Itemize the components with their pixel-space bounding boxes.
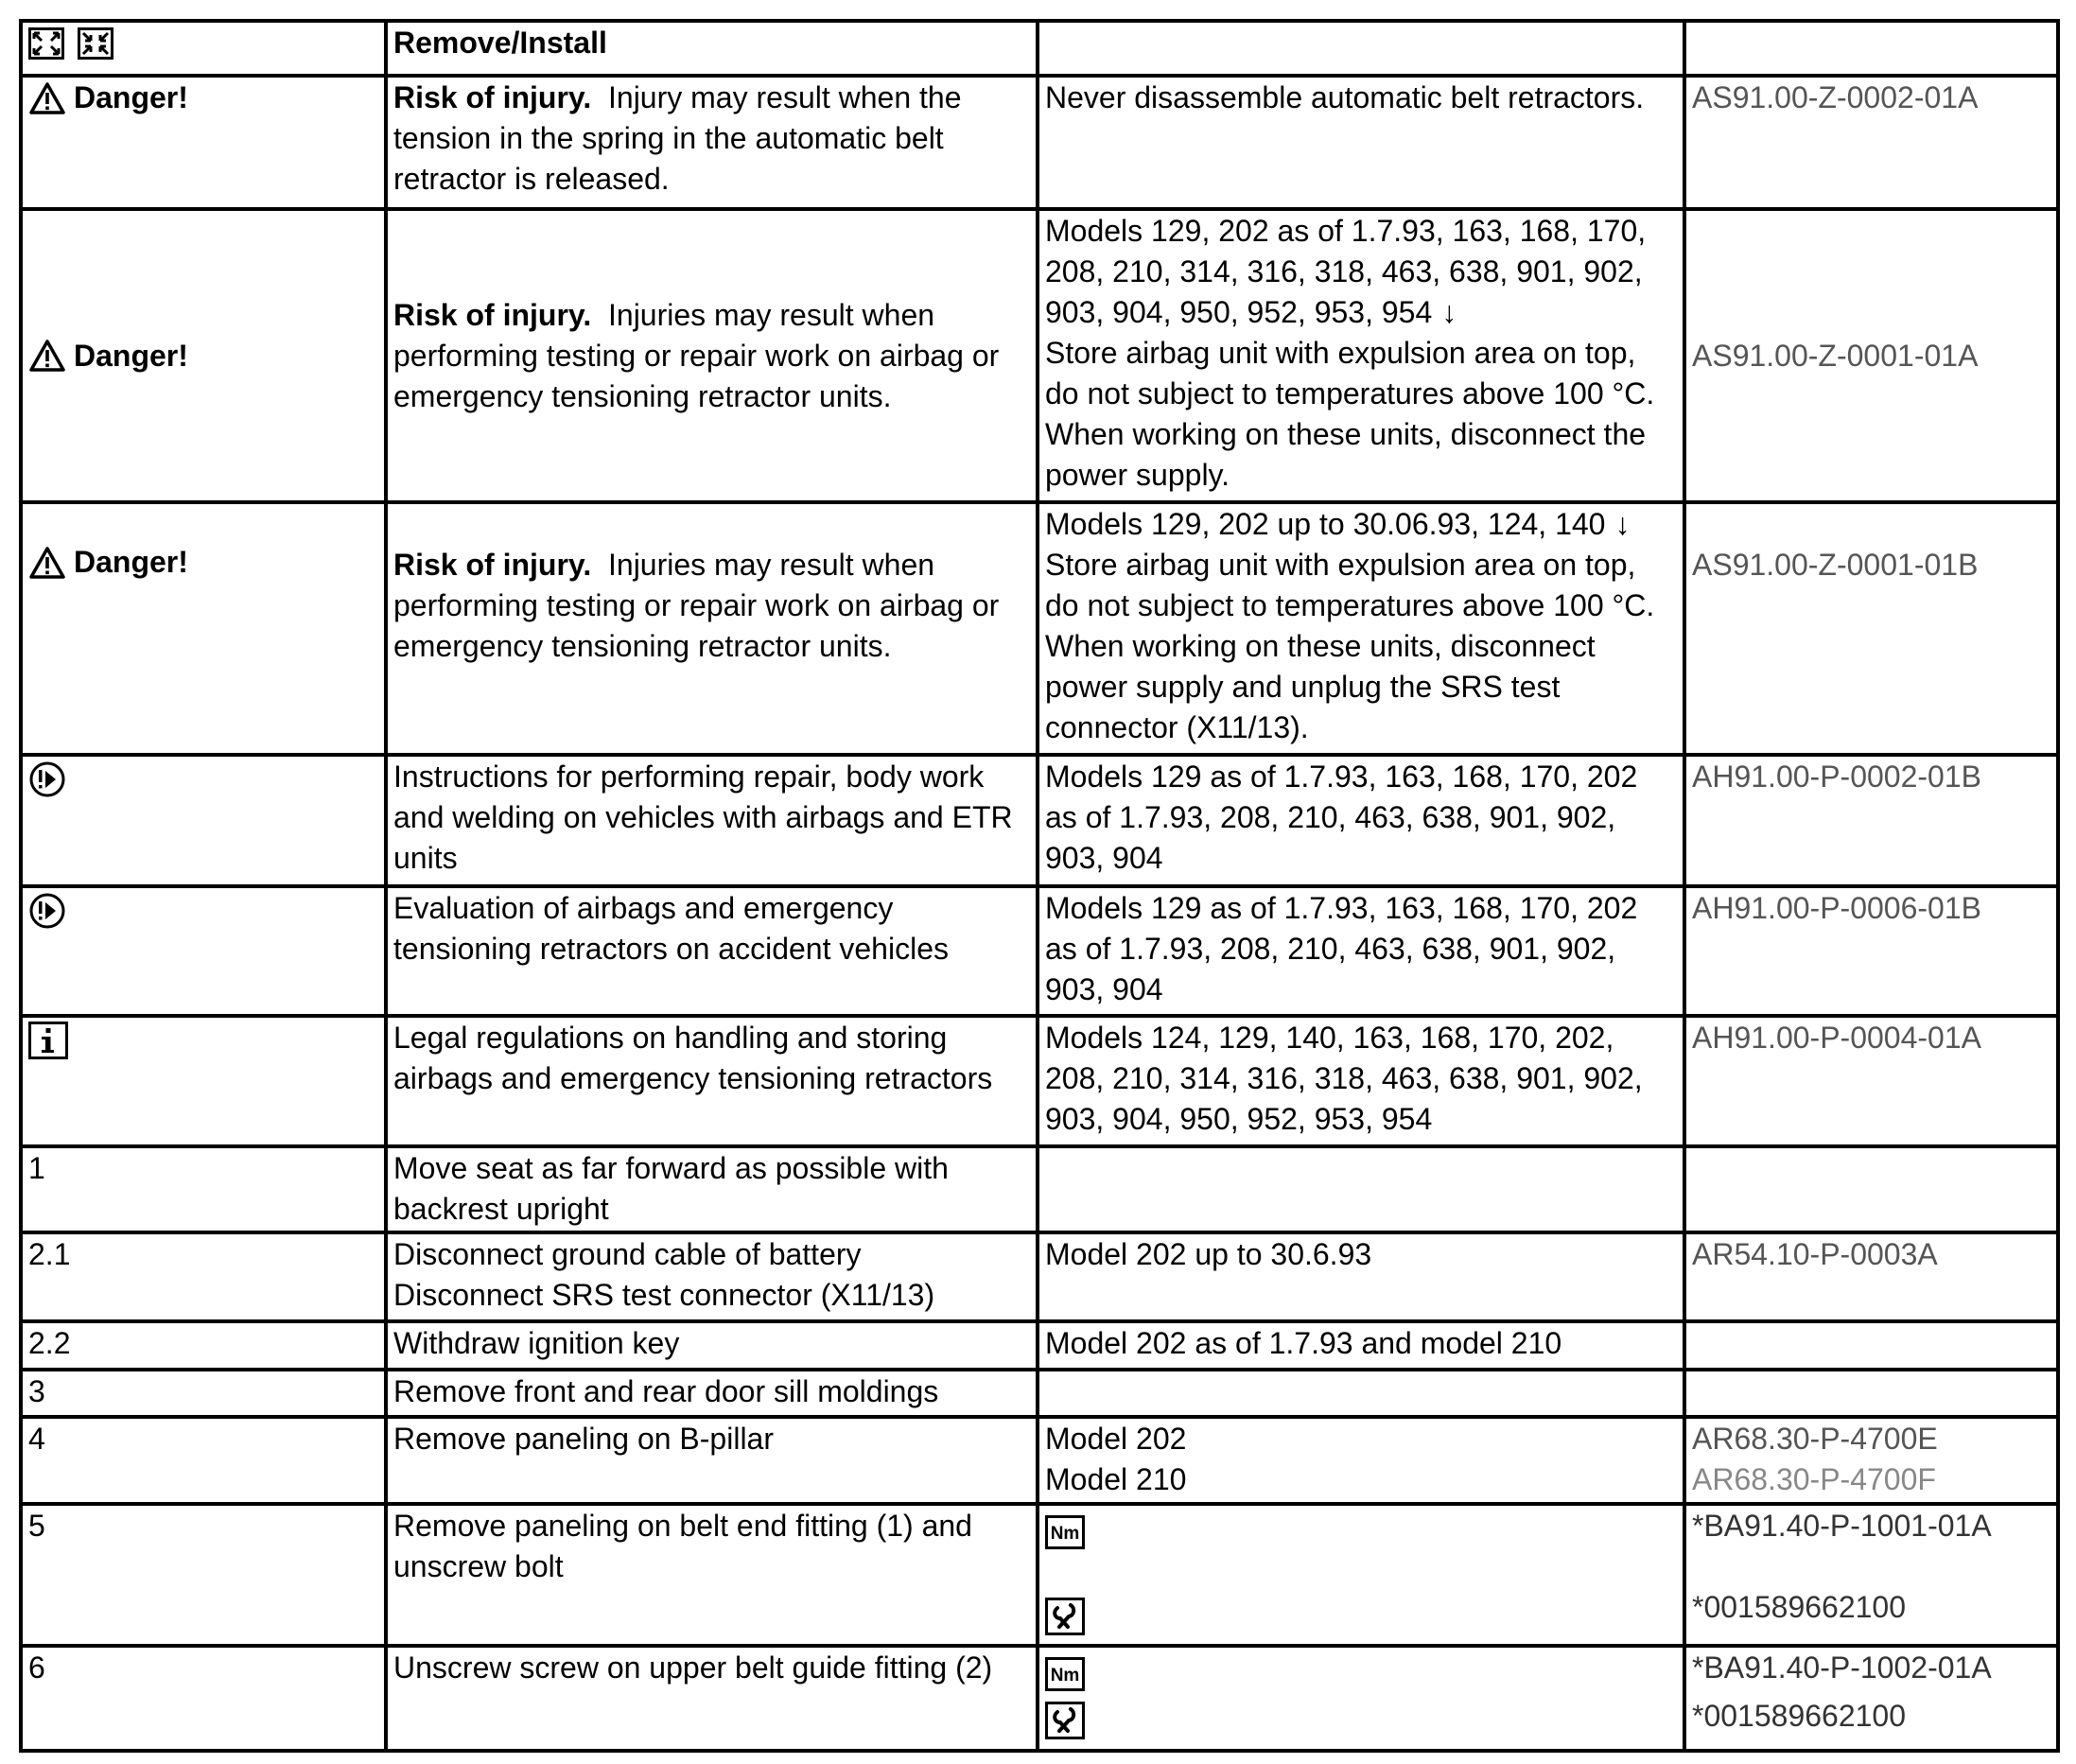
table-row: [21, 886, 2058, 1016]
description-line: Disconnect ground cable of battery: [393, 1237, 862, 1271]
description-text: Injury may result when the tension in the spring in the automatic belt retractor is released.: [393, 80, 962, 196]
risk-heading: Risk of injury.: [393, 297, 592, 332]
description-text: Injuries may result when performing testing or repair work on airbag or emergency tensioning retractor units.: [393, 297, 1000, 413]
reference-link[interactable]: AS91.00-Z-0001-01A: [1684, 209, 2058, 502]
info-cell: Models 124, 129, 140, 163, 168, 170, 202, 208, 210, 314, 316, 318, 463, 638, 901, 902, 903, 904, 950, 952, 953, 954: [1038, 1016, 1684, 1146]
torque-nm-label: Nm: [1050, 1665, 1080, 1685]
step-number: 3: [21, 1370, 386, 1417]
header-icon-cell: [21, 21, 386, 76]
model-list: Models 129, 202 as of 1.7.93, 163, 168, 170, 208, 210, 314, 316, 318, 463, 638, 901, 902, 903, 904, 950, 952, 953, 954: [1045, 214, 1647, 329]
description-cell: Move seat as far forward as possible with backrest upright: [386, 1146, 1038, 1232]
warning-icon: [28, 81, 66, 115]
description-cell: Evaluation of airbags and emergency tensioning retractors on accident vehicles: [386, 886, 1038, 1016]
info-cell: [1038, 502, 1684, 755]
danger-label: Danger!: [74, 338, 188, 373]
special-tool-icon[interactable]: [1045, 1702, 1085, 1739]
step-number: 5: [21, 1504, 386, 1646]
reference-link[interactable]: *001589662100: [1692, 1699, 1907, 1733]
info-cell: Models 129 as of 1.7.93, 163, 168, 170, 202 as of 1.7.93, 208, 210, 463, 638, 901, 902, 903, 904: [1038, 755, 1684, 886]
reference-link[interactable]: AH91.00-P-0002-01B: [1684, 755, 2058, 886]
description-cell: [386, 76, 1038, 209]
label-cell: [21, 886, 386, 1016]
info-icon: [28, 1022, 68, 1059]
reference-link[interactable]: AH91.00-P-0004-01A: [1684, 1016, 2058, 1146]
collapse-icon[interactable]: [78, 27, 113, 60]
page-title: Remove/Install: [386, 21, 1038, 76]
reference-cell: [1684, 1646, 2058, 1751]
info-cell: [1038, 1504, 1684, 1646]
label-cell: [21, 755, 386, 886]
table-row: [21, 755, 2058, 886]
info-cell: [1038, 1417, 1684, 1504]
procedure-table: [19, 19, 2060, 1753]
info-text: Store airbag unit with expulsion area on top, do not subject to temperatures above 100 °C. When working on these units, disconnect the power supply.: [1045, 336, 1655, 492]
info-line: Model 210: [1045, 1462, 1187, 1496]
label-cell: [21, 76, 386, 209]
note-icon: [28, 760, 66, 798]
table-row: [21, 502, 2058, 755]
table-row: [21, 1504, 2058, 1646]
description-cell: Remove paneling on B-pillar: [386, 1417, 1038, 1504]
reference-cell: [1684, 1146, 2058, 1232]
description-cell: [386, 209, 1038, 502]
info-cell: Models 129 as of 1.7.93, 163, 168, 170, 202 as of 1.7.93, 208, 210, 463, 638, 901, 902, 903, 904: [1038, 886, 1684, 1016]
description-text: Injuries may result when performing testing or repair work on airbag or emergency tensioning retractor units.: [393, 548, 1000, 663]
table-row: [21, 1232, 2058, 1321]
info-cell: Model 202 up to 30.6.93: [1038, 1232, 1684, 1321]
reference-link[interactable]: AR68.30-P-4700E: [1692, 1422, 1938, 1456]
description-cell: Withdraw ignition key: [386, 1321, 1038, 1370]
info-text: Store airbag unit with expulsion area on top, do not subject to temperatures above 100 °C. When working on these units, disconnect power supply and unplug the SRS test connector (X11/13).: [1045, 548, 1655, 744]
special-tool-icon[interactable]: [1045, 1598, 1085, 1635]
info-cell: [1038, 1146, 1684, 1232]
reference-link[interactable]: AR68.30-P-4700F: [1692, 1462, 1936, 1496]
table-row: [21, 209, 2058, 502]
reference-link[interactable]: *BA91.40-P-1002-01A: [1692, 1650, 1992, 1685]
table-row: [21, 1321, 2058, 1370]
description-cell: Instructions for performing repair, body work and welding on vehicles with airbags and ETR units: [386, 755, 1038, 886]
table-row: [21, 1146, 2058, 1232]
danger-label: Danger!: [74, 80, 188, 114]
description-cell: Unscrew screw on upper belt guide fitting (2): [386, 1646, 1038, 1751]
table-row: [21, 1646, 2058, 1751]
reference-cell: [1684, 1504, 2058, 1646]
label-cell: [21, 209, 386, 502]
reference-link[interactable]: AH91.00-P-0006-01B: [1684, 886, 2058, 1016]
model-list: Models 129, 202 up to 30.06.93, 124, 140: [1045, 507, 1606, 541]
danger-label: Danger!: [74, 545, 188, 579]
step-number: 2.2: [21, 1321, 386, 1370]
expand-icon[interactable]: [28, 27, 64, 60]
torque-nm-icon[interactable]: [1045, 1515, 1085, 1549]
description-cell: Legal regulations on handling and storing airbags and emergency tensioning retractors: [386, 1016, 1038, 1146]
label-cell: [21, 502, 386, 755]
table-row: [21, 1370, 2058, 1417]
description-cell: Remove front and rear door sill moldings: [386, 1370, 1038, 1417]
down-arrow-icon: ↓: [1614, 507, 1631, 541]
info-cell: [1038, 1646, 1684, 1751]
reference-cell: [1684, 1321, 2058, 1370]
description-cell: [386, 502, 1038, 755]
step-number: 4: [21, 1417, 386, 1504]
reference-cell: [1684, 1417, 2058, 1504]
warning-icon: [28, 339, 66, 373]
header-empty-cell: [1038, 21, 1684, 76]
risk-heading: Risk of injury.: [393, 548, 592, 582]
warning-icon: [28, 546, 66, 580]
torque-nm-icon[interactable]: [1045, 1657, 1085, 1691]
description-cell: Remove paneling on belt end fitting (1) and unscrew bolt: [386, 1504, 1038, 1646]
info-cell: [1038, 209, 1684, 502]
torque-nm-label: Nm: [1050, 1523, 1080, 1544]
step-number: 6: [21, 1646, 386, 1751]
step-number: 1: [21, 1146, 386, 1232]
reference-link[interactable]: AS91.00-Z-0002-01A: [1684, 76, 2058, 209]
table-row: [21, 1016, 2058, 1146]
table-row: [21, 76, 2058, 209]
description-line: Disconnect SRS test connector (X11/13): [393, 1278, 935, 1312]
table-header-row: [21, 21, 2058, 76]
info-cell: [1038, 1370, 1684, 1417]
description-cell: [386, 1232, 1038, 1321]
table-row: [21, 1417, 2058, 1504]
reference-cell: [1684, 1370, 2058, 1417]
header-empty-cell: [1684, 21, 2058, 76]
reference-link[interactable]: *BA91.40-P-1001-01A: [1692, 1509, 1992, 1543]
info-cell: Never disassemble automatic belt retractors.: [1038, 76, 1684, 209]
reference-link[interactable]: *001589662100: [1692, 1590, 1907, 1624]
note-icon: [28, 892, 66, 930]
label-cell: [21, 1016, 386, 1146]
info-cell: Model 202 as of 1.7.93 and model 210: [1038, 1321, 1684, 1370]
reference-link[interactable]: AR54.10-P-0003A: [1684, 1232, 2058, 1321]
reference-link[interactable]: AS91.00-Z-0001-01B: [1684, 502, 2058, 755]
risk-heading: Risk of injury.: [393, 80, 592, 114]
step-number: 2.1: [21, 1232, 386, 1321]
down-arrow-icon: ↓: [1441, 295, 1457, 329]
info-line: Model 202: [1045, 1422, 1187, 1456]
